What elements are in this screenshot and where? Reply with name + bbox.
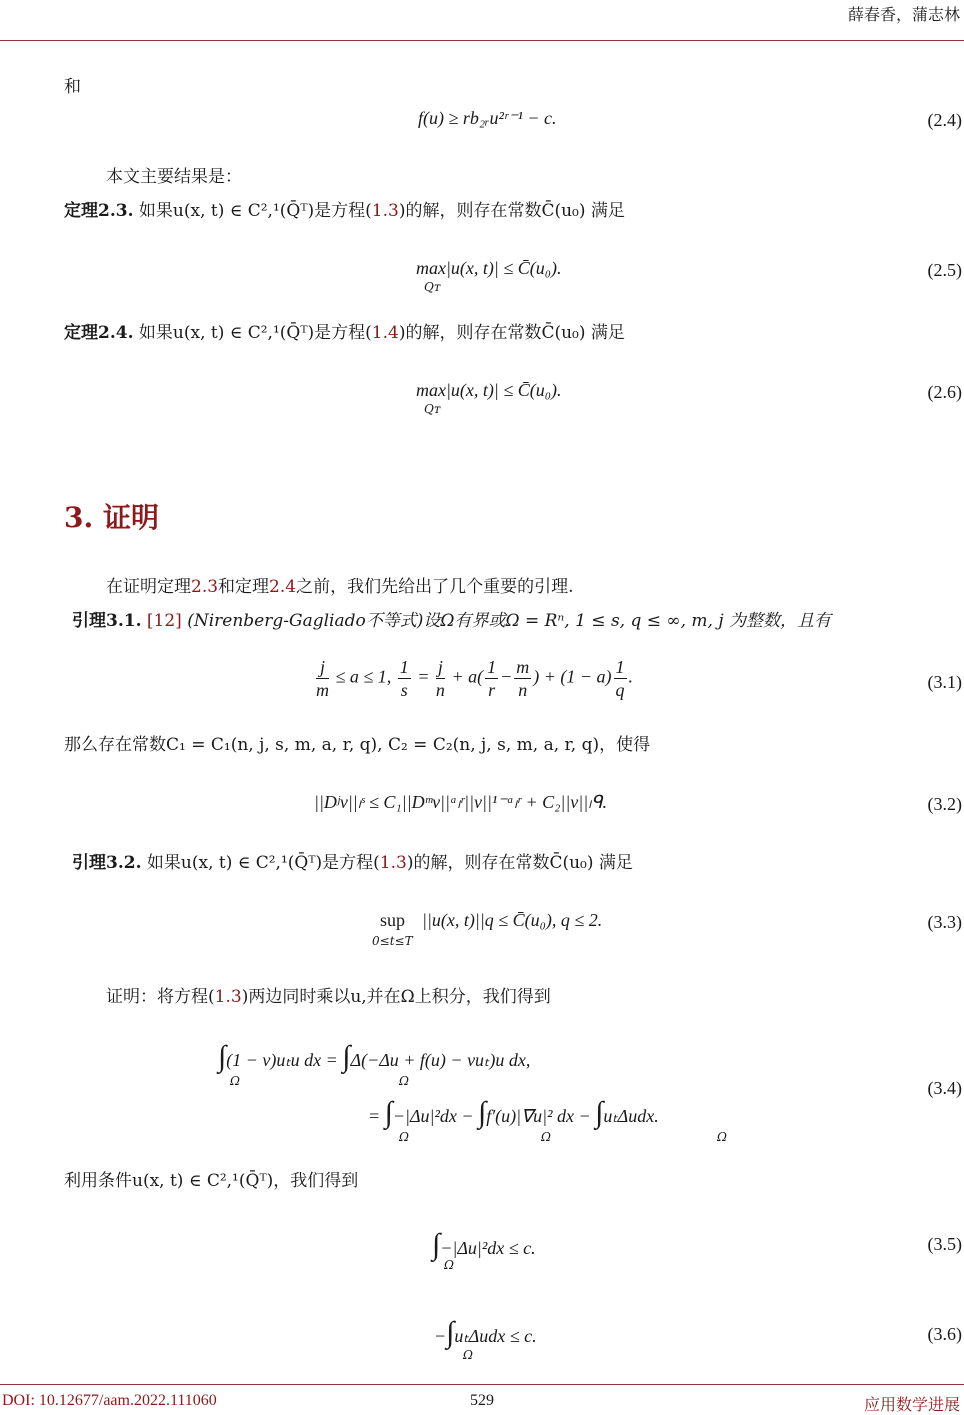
fraction: $\frac{1}{s}$ xyxy=(399,657,409,700)
section-3-intro xyxy=(106,576,574,598)
fraction: $\frac{1}{r}$ xyxy=(487,657,497,700)
eq-text: − xyxy=(500,666,513,687)
equation-3-5 xyxy=(432,1228,536,1262)
equation-2-5 xyxy=(416,258,562,279)
equation-number-3-6: (3.6) xyxy=(927,1324,962,1344)
eq-text: −|Δu|²dx − xyxy=(392,1106,474,1126)
header-rule xyxy=(0,40,964,41)
text: 之前，我们先给出了几个重要的引理. xyxy=(296,577,574,597)
paragraph-then: 那么存在常数C₁ = C₁(n, j, s, m, a, r, q), C₂ = C₂(n, j, s, m, a, r, q)，使得 xyxy=(64,735,651,755)
integral-sign: ∫ xyxy=(218,1040,227,1073)
text: )两边同时乘以u,并在Ω上积分，我们得到 xyxy=(241,987,551,1007)
equation-ref-link[interactable]: 1.3 xyxy=(371,201,399,221)
sup-operator: sup xyxy=(380,910,406,930)
max-subscript: Qᴛ xyxy=(424,280,441,294)
footer-journal-link[interactable]: 应用数学进展 xyxy=(863,1395,960,1414)
integral-sign: ∫ xyxy=(384,1096,393,1129)
eq-text: f′(u)|∇u|² dx − xyxy=(486,1106,591,1126)
equation-3-6 xyxy=(434,1316,537,1350)
text: 证明：将方程( xyxy=(106,987,215,1007)
equation-2-6 xyxy=(416,380,562,401)
equation-3-3: ||u(x, t)||q ≤ C̄(u₀), q ≤ 2. xyxy=(422,910,603,930)
equation-3-2: ||Dʲν||ₗˢ ≤ C₁||Dᵐν||ᵃₗʳ||ν||¹⁻ᵃₗʳ + C₂||ν||ₗᑫ. xyxy=(314,792,607,812)
fraction: $\frac{j}{n}$ xyxy=(435,657,445,700)
equation-ref-link[interactable]: 1.4 xyxy=(371,323,399,343)
eq-text: + a( xyxy=(451,666,484,687)
equation-number-2-4: (2.4) xyxy=(927,110,962,130)
lemma-text: )的解，则存在常数C̄(u₀) 满足 xyxy=(406,853,633,873)
theorem-label: 定理2.4. xyxy=(64,323,134,343)
paragraph-condition: 利用条件u(x, t) ∈ C²,¹(Q̄ᵀ)，我们得到 xyxy=(64,1171,359,1191)
equation-number-3-4: (3.4) xyxy=(927,1078,962,1098)
omega-subscript: Ω xyxy=(444,1258,454,1272)
eq-text: Δ(−Δu + f(u) − νuₜ)u dx, xyxy=(350,1050,531,1070)
theorem-2-4 xyxy=(64,322,625,344)
page-number: 529 xyxy=(470,1392,494,1409)
max-subscript: Qᴛ xyxy=(424,402,441,416)
fraction: $\frac{1}{q}$ xyxy=(615,657,625,700)
fraction: $\frac{j}{m}$ xyxy=(316,657,329,700)
integral-sign: ∫ xyxy=(342,1040,351,1073)
theorem-label: 定理2.3. xyxy=(64,201,134,221)
theorem-text: )的解，则存在常数C̄(u₀) 满足 xyxy=(398,323,625,343)
eq-text: . xyxy=(628,666,634,687)
omega-subscript: Ω xyxy=(230,1074,240,1088)
integral-sign: ∫ xyxy=(478,1096,487,1129)
omega-subscript: Ω xyxy=(717,1130,727,1144)
equation-number-3-5: (3.5) xyxy=(927,1234,962,1254)
equation-ref-link[interactable]: 1.3 xyxy=(214,987,242,1007)
equation-number-3-2: (3.2) xyxy=(927,794,962,814)
theorem-text: 如果u(x, t) ∈ C²,¹(Q̄ᵀ)是方程( xyxy=(138,323,372,343)
section-heading: 3. 证明 xyxy=(64,501,159,534)
lemma-3-2 xyxy=(72,852,633,874)
equation-3-4-line-1 xyxy=(218,1040,530,1074)
lemma-text: 如果u(x, t) ∈ C²,¹(Q̄ᵀ)是方程( xyxy=(146,853,380,873)
running-header-authors: 薛春香，蒲志林 xyxy=(847,5,960,24)
lemma-3-1 xyxy=(72,610,831,632)
integral-sign: ∫ xyxy=(432,1228,441,1261)
equation-body: max|u(x, t)| ≤ C̄(u₀). xyxy=(416,380,562,400)
proof-paragraph xyxy=(106,986,551,1008)
lemma-label: 引理3.2. xyxy=(72,853,142,873)
theorem-2-3 xyxy=(64,200,625,222)
eq-text: −|Δu|²dx ≤ c. xyxy=(440,1238,536,1258)
equation-ref-link[interactable]: 1.3 xyxy=(379,853,407,873)
text: 在证明定理 xyxy=(106,577,191,597)
eq-text: − xyxy=(434,1326,447,1346)
equation-number-2-5: (2.5) xyxy=(927,260,962,280)
equation-number-3-3: (3.3) xyxy=(927,912,962,932)
fraction: $\frac{m}{n}$ xyxy=(516,657,530,700)
equation-number-3-1: (3.1) xyxy=(927,672,962,692)
eq-text: ) + (1 − a) xyxy=(533,666,612,687)
theorem-ref-link[interactable]: 2.4 xyxy=(269,577,297,597)
paragraph-intro: 本文主要结果是： xyxy=(106,167,242,187)
paragraph-he: 和 xyxy=(64,77,81,97)
eq-text: ≤ a ≤ 1, xyxy=(335,666,392,687)
omega-subscript: Ω xyxy=(541,1130,551,1144)
citation-link[interactable]: [12] xyxy=(146,611,182,631)
lemma-label: 引理3.1. xyxy=(72,611,142,631)
eq-text: = xyxy=(417,666,430,687)
integral-sign: ∫ xyxy=(595,1096,604,1129)
sup-subscript: 0≤t≤T xyxy=(372,934,413,948)
equation-2-4: f(u) ≥ rb₂ᵣu²ʳ⁻¹ − c. xyxy=(418,108,557,128)
footer-rule xyxy=(0,1384,964,1385)
footer-doi-link[interactable]: DOI: 10.12677/aam.2022.111060 xyxy=(2,1392,217,1409)
theorem-text: )的解，则存在常数C̄(u₀) 满足 xyxy=(398,201,625,221)
eq-text: = xyxy=(368,1106,381,1126)
omega-subscript: Ω xyxy=(399,1074,409,1088)
equation-3-4-line-2 xyxy=(368,1096,659,1130)
eq-text: uₜΔudx. xyxy=(603,1106,659,1126)
eq-text: (1 − ν)uₜu dx = xyxy=(226,1050,338,1070)
equation-3-1 xyxy=(314,656,633,701)
lemma-text: (Nirenberg-Gagliado不等式)设Ω有界或Ω = Rⁿ, 1 ≤ s, q ≤ ∞, m, j 为整数，且有 xyxy=(181,611,831,631)
integral-sign: ∫ xyxy=(446,1316,455,1349)
equation-number-2-6: (2.6) xyxy=(927,382,962,402)
omega-subscript: Ω xyxy=(463,1348,473,1362)
text: 和定理 xyxy=(218,577,270,597)
omega-subscript: Ω xyxy=(399,1130,409,1144)
eq-text: uₜΔudx ≤ c. xyxy=(454,1326,537,1346)
theorem-ref-link[interactable]: 2.3 xyxy=(191,577,219,597)
equation-body: max|u(x, t)| ≤ C̄(u₀). xyxy=(416,258,562,278)
theorem-text: 如果u(x, t) ∈ C²,¹(Q̄ᵀ)是方程( xyxy=(138,201,372,221)
